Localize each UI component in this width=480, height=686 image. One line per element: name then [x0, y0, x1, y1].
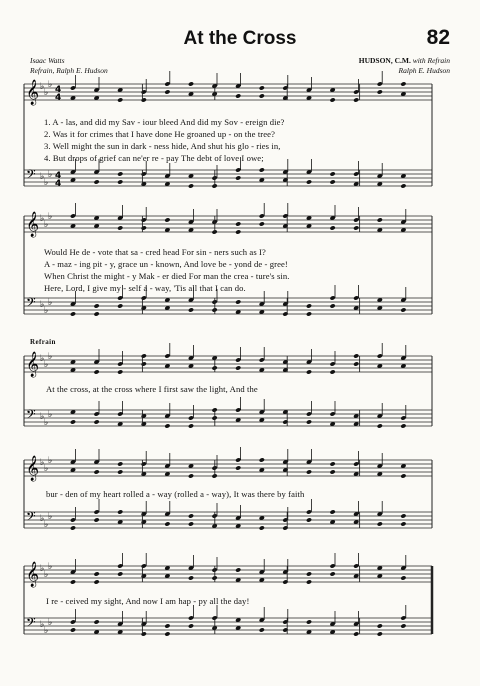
note-head-icon: [377, 217, 383, 222]
note-head-icon: [259, 525, 265, 530]
note-head-icon: [94, 517, 100, 522]
note-head-icon: [164, 521, 170, 526]
note-head-icon: [188, 521, 194, 526]
note-head-icon: [70, 627, 76, 632]
note-head-icon: [164, 217, 170, 222]
note-head-icon: [306, 469, 312, 474]
verse-3-line-2: When Christ the might - y Mak - er died For man the crea - ture's sin.: [44, 271, 290, 281]
note-head-icon: [377, 631, 383, 636]
note-head-icon: [117, 171, 123, 176]
note-head-icon: [188, 473, 194, 478]
flat-icon: ♭: [40, 514, 45, 524]
note-head-icon: [306, 571, 312, 576]
note-head-icon: [330, 369, 336, 374]
note-head-icon: [400, 623, 406, 628]
flat-icon: ♭: [44, 178, 49, 188]
flat-icon: ♭: [48, 212, 53, 222]
note-head-icon: [306, 179, 312, 184]
bass-clef-icon: 𝄢: [26, 167, 36, 185]
time-signature-icon: 4: [55, 85, 62, 95]
treble-clef-icon: 𝄞: [26, 352, 40, 377]
note-head-icon: [377, 623, 383, 628]
note-head-icon: [94, 571, 100, 576]
note-head-icon: [400, 423, 406, 428]
note-head-icon: [94, 369, 100, 374]
note-head-icon: [94, 469, 100, 474]
flat-icon: ♭: [44, 464, 49, 474]
note-head-icon: [117, 571, 123, 576]
flat-icon: ♭: [40, 300, 45, 310]
note-head-icon: [141, 97, 147, 102]
note-head-icon: [330, 179, 336, 184]
note-head-icon: [94, 179, 100, 184]
time-signature-icon: 4: [55, 171, 62, 181]
note-head-icon: [330, 97, 336, 102]
note-head-icon: [141, 225, 147, 230]
note-head-icon: [306, 369, 312, 374]
flat-icon: ♭: [40, 412, 45, 422]
flat-icon: ♭: [40, 620, 45, 630]
note-head-icon: [188, 81, 194, 86]
note-head-icon: [306, 419, 312, 424]
note-head-icon: [353, 97, 359, 102]
note-head-icon: [70, 525, 76, 530]
flat-icon: ♭: [40, 172, 45, 182]
note-head-icon: [330, 171, 336, 176]
flat-icon: ♭: [48, 512, 53, 522]
note-head-icon: [353, 631, 359, 636]
note-head-icon: [188, 423, 194, 428]
note-head-icon: [188, 307, 194, 312]
note-head-icon: [259, 85, 265, 90]
note-head-icon: [94, 311, 100, 316]
note-head-icon: [94, 619, 100, 624]
note-head-icon: [400, 183, 406, 188]
flat-icon: ♭: [48, 352, 53, 362]
note-head-icon: [330, 461, 336, 466]
flat-icon: ♭: [44, 360, 49, 370]
flat-icon: ♭: [40, 458, 45, 468]
note-head-icon: [117, 97, 123, 102]
note-head-icon: [141, 361, 147, 366]
note-head-icon: [377, 89, 383, 94]
flat-icon: ♭: [40, 214, 45, 224]
verse-2-line-2: A - maz - ing pit - y, grace un - known, And love be - yond de - gree!: [44, 259, 288, 269]
flat-icon: ♭: [44, 418, 49, 428]
note-head-icon: [353, 353, 359, 358]
flat-icon: ♭: [48, 298, 53, 308]
note-head-icon: [141, 353, 147, 358]
refrain-label: Refrain: [30, 338, 56, 346]
flat-icon: ♭: [48, 618, 53, 628]
note-head-icon: [235, 175, 241, 180]
bass-clef-icon: 𝄢: [26, 615, 36, 633]
note-head-icon: [400, 513, 406, 518]
note-head-icon: [117, 469, 123, 474]
note-head-icon: [164, 423, 170, 428]
note-head-icon: [188, 623, 194, 628]
composer-credit: Ralph E. Hudson: [398, 66, 450, 75]
refrain-line-3: I re - ceived my sight, And now I am hap - py all the day!: [46, 596, 250, 606]
note-head-icon: [117, 303, 123, 308]
lyricist-credit: Isaac Watts: [30, 56, 65, 65]
page-number: 82: [426, 26, 450, 49]
flat-icon: ♭: [40, 354, 45, 364]
note-head-icon: [70, 579, 76, 584]
note-head-icon: [94, 303, 100, 308]
note-head-icon: [117, 509, 123, 514]
time-signature-icon: 4: [55, 93, 62, 103]
flat-icon: ♭: [40, 564, 45, 574]
note-head-icon: [330, 469, 336, 474]
note-head-icon: [188, 183, 194, 188]
bass-clef-icon: 𝄢: [26, 295, 36, 313]
note-head-icon: [235, 221, 241, 226]
tune-suffix: with Refrain: [412, 56, 450, 65]
flat-icon: ♭: [48, 562, 53, 572]
note-head-icon: [188, 513, 194, 518]
note-head-icon: [259, 627, 265, 632]
note-head-icon: [400, 473, 406, 478]
flat-icon: ♭: [48, 410, 53, 420]
treble-clef-icon: 𝄞: [26, 80, 40, 105]
note-head-icon: [188, 575, 194, 580]
note-head-icon: [117, 369, 123, 374]
verse-3-line-1: 3. Well might the sun in dark - ness hide, And shut his glo - ries in,: [44, 141, 281, 151]
note-head-icon: [259, 221, 265, 226]
refrain-line-2: bur - den of my heart rolled a - way (rolled a - way), It was there by faith: [46, 489, 305, 499]
note-head-icon: [400, 575, 406, 580]
note-head-icon: [306, 311, 312, 316]
note-head-icon: [235, 465, 241, 470]
note-head-icon: [117, 225, 123, 230]
note-head-icon: [117, 179, 123, 184]
note-head-icon: [330, 571, 336, 576]
note-head-icon: [353, 225, 359, 230]
note-head-icon: [235, 365, 241, 370]
note-head-icon: [70, 311, 76, 316]
note-head-icon: [306, 303, 312, 308]
note-head-icon: [259, 93, 265, 98]
note-head-icon: [259, 457, 265, 462]
note-head-icon: [259, 167, 265, 172]
flat-icon: ♭: [48, 170, 53, 180]
note-head-icon: [330, 303, 336, 308]
note-head-icon: [377, 423, 383, 428]
note-head-icon: [235, 567, 241, 572]
note-head-icon: [400, 81, 406, 86]
verse-4-line-1: 4. But drops of grief can ne'er re - pay The debt of love I owe;: [44, 153, 264, 163]
verse-2-line-1: 2. Was it for crimes that I have done He groaned up - on the tree?: [44, 129, 276, 139]
treble-clef-icon: 𝄞: [26, 456, 40, 481]
note-head-icon: [377, 521, 383, 526]
flat-icon: ♭: [44, 220, 49, 230]
verse-1-line-1: 1. A - las, and did my Sav - iour bleed And did my Sov - ereign die?: [44, 117, 285, 127]
tune-name: HUDSON, C.M.: [358, 56, 411, 65]
note-head-icon: [94, 419, 100, 424]
flat-icon: ♭: [48, 80, 53, 90]
verse-1-line-2: Would He de - vote that sa - cred head For sin - ners such as I?: [44, 247, 266, 257]
note-head-icon: [164, 89, 170, 94]
note-head-icon: [306, 579, 312, 584]
flat-icon: ♭: [40, 82, 45, 92]
note-head-icon: [235, 229, 241, 234]
bass-clef-icon: 𝄢: [26, 407, 36, 425]
flat-icon: ♭: [44, 520, 49, 530]
flat-icon: ♭: [44, 88, 49, 98]
bass-clef-icon: 𝄢: [26, 509, 36, 527]
treble-clef-icon: 𝄞: [26, 562, 40, 587]
flat-icon: ♭: [44, 570, 49, 580]
note-head-icon: [94, 579, 100, 584]
flat-icon: ♭: [44, 306, 49, 316]
note-head-icon: [164, 631, 170, 636]
flat-icon: ♭: [48, 456, 53, 466]
time-signature-icon: 4: [55, 179, 62, 189]
note-head-icon: [330, 509, 336, 514]
note-head-icon: [330, 225, 336, 230]
hymn-title: At the Cross: [183, 28, 297, 49]
verse-4-line-2: Here, Lord, I give my - self a - way, 'Tis all that I can do.: [44, 283, 246, 293]
note-head-icon: [400, 307, 406, 312]
note-head-icon: [117, 461, 123, 466]
flat-icon: ♭: [44, 626, 49, 636]
refrain-line-1: At the cross, at the cross where I first saw the light, And the: [46, 384, 258, 394]
note-head-icon: [141, 631, 147, 636]
note-head-icon: [164, 623, 170, 628]
note-head-icon: [353, 361, 359, 366]
refrain-credit: Refrain, Ralph E. Hudson: [30, 66, 108, 75]
note-head-icon: [306, 619, 312, 624]
note-head-icon: [235, 299, 241, 304]
treble-clef-icon: 𝄞: [26, 212, 40, 237]
note-head-icon: [400, 521, 406, 526]
note-head-icon: [235, 93, 241, 98]
note-head-icon: [306, 517, 312, 522]
note-head-icon: [70, 419, 76, 424]
